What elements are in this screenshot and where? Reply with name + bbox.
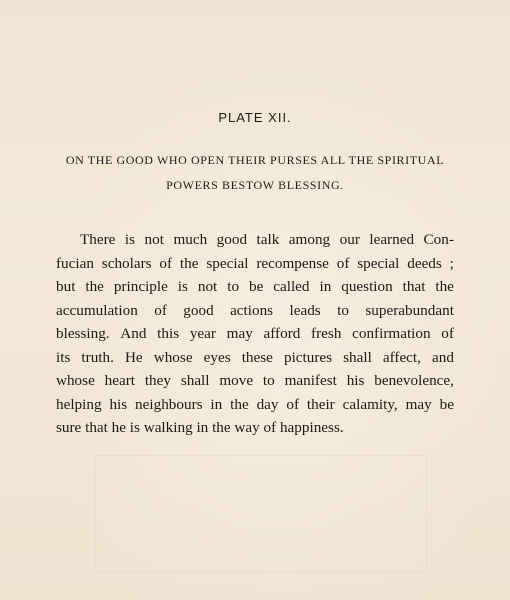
word: that (402, 278, 426, 295)
word: the (435, 278, 454, 295)
word: recompense (256, 254, 329, 272)
word: shall (343, 348, 372, 366)
body-line: sure that he is walking in the way of happiness. (56, 419, 344, 436)
word: eyes (203, 348, 231, 366)
word: manifest (284, 372, 337, 389)
word: his (109, 395, 128, 413)
word: good (216, 231, 248, 248)
word: whose (56, 372, 95, 389)
word: is (124, 231, 136, 248)
word: And (120, 325, 147, 342)
word: principle (113, 278, 168, 295)
word: heart (104, 372, 135, 389)
body-line (56, 275, 454, 299)
word: deeds (407, 254, 442, 272)
word: they (144, 372, 171, 389)
plate-title: PLATE XII. (218, 110, 292, 125)
word: helping (56, 395, 102, 413)
word: the (230, 395, 249, 413)
word: He (124, 348, 143, 366)
word: There (80, 231, 116, 248)
word: whose (153, 348, 193, 366)
word: of (154, 301, 167, 319)
show-through-illustration (95, 455, 427, 572)
word: truth. (81, 348, 114, 366)
body-line (56, 322, 454, 346)
body-line (56, 252, 454, 276)
word: called (273, 278, 310, 295)
word: be (248, 278, 264, 295)
word: may (226, 325, 253, 342)
body-line (56, 393, 454, 417)
body-line (56, 299, 454, 323)
word: leads (289, 301, 321, 319)
word: affect, (382, 348, 421, 366)
word: of (286, 395, 300, 413)
word: actions (230, 301, 274, 319)
word: Con- (423, 231, 454, 248)
word: question (341, 278, 393, 295)
word: accumulation (56, 301, 138, 319)
word: not (197, 278, 218, 295)
word: of (159, 254, 173, 272)
word: neighbours (135, 395, 203, 413)
word: these (241, 348, 273, 366)
word: not (144, 231, 164, 248)
word: move (219, 372, 254, 389)
word: learned (369, 231, 415, 248)
word: pictures (283, 348, 333, 366)
word: to (337, 301, 349, 319)
body-line (56, 228, 454, 252)
word: to (262, 372, 275, 389)
word: the (85, 278, 104, 295)
word: benevolence, (374, 372, 454, 389)
word: afford (263, 325, 301, 342)
word: in (210, 395, 223, 413)
word: is (177, 278, 188, 295)
word: special (206, 254, 249, 272)
word: in (319, 278, 332, 295)
word: be (439, 395, 454, 413)
word: blessing. (56, 325, 110, 342)
word: of (336, 254, 350, 272)
word: their (306, 395, 335, 413)
word: talk (256, 231, 280, 248)
word: special (357, 254, 400, 272)
word: year (189, 325, 216, 342)
word: ; (449, 254, 454, 272)
word: good (183, 301, 214, 319)
word: among (288, 231, 331, 248)
word: may (405, 395, 432, 413)
word: fucian (56, 254, 94, 272)
word: shall (180, 372, 210, 389)
word: much (173, 231, 208, 248)
subtitle-line-2: POWERS BESTOW BLESSING. (166, 178, 344, 192)
word: but (56, 278, 76, 295)
word: day (256, 395, 279, 413)
word: the (179, 254, 199, 272)
word: confirmation (352, 325, 431, 342)
body-line (56, 369, 454, 393)
word: scholars (101, 254, 152, 272)
subtitle-line-1: ON THE GOOD WHO OPEN THEIR PURSES ALL THE SPIRITUAL (65, 153, 445, 167)
word: and (432, 348, 454, 366)
word: superabundant (365, 301, 454, 319)
word: this (157, 325, 180, 342)
word: our (339, 231, 360, 248)
body-line (56, 346, 454, 370)
word: its (56, 348, 71, 366)
word: fresh (311, 325, 342, 342)
word: to (227, 278, 240, 295)
word: calamity, (342, 395, 398, 413)
body-paragraph (56, 228, 454, 440)
word: of (441, 325, 454, 342)
word: his (346, 372, 365, 389)
